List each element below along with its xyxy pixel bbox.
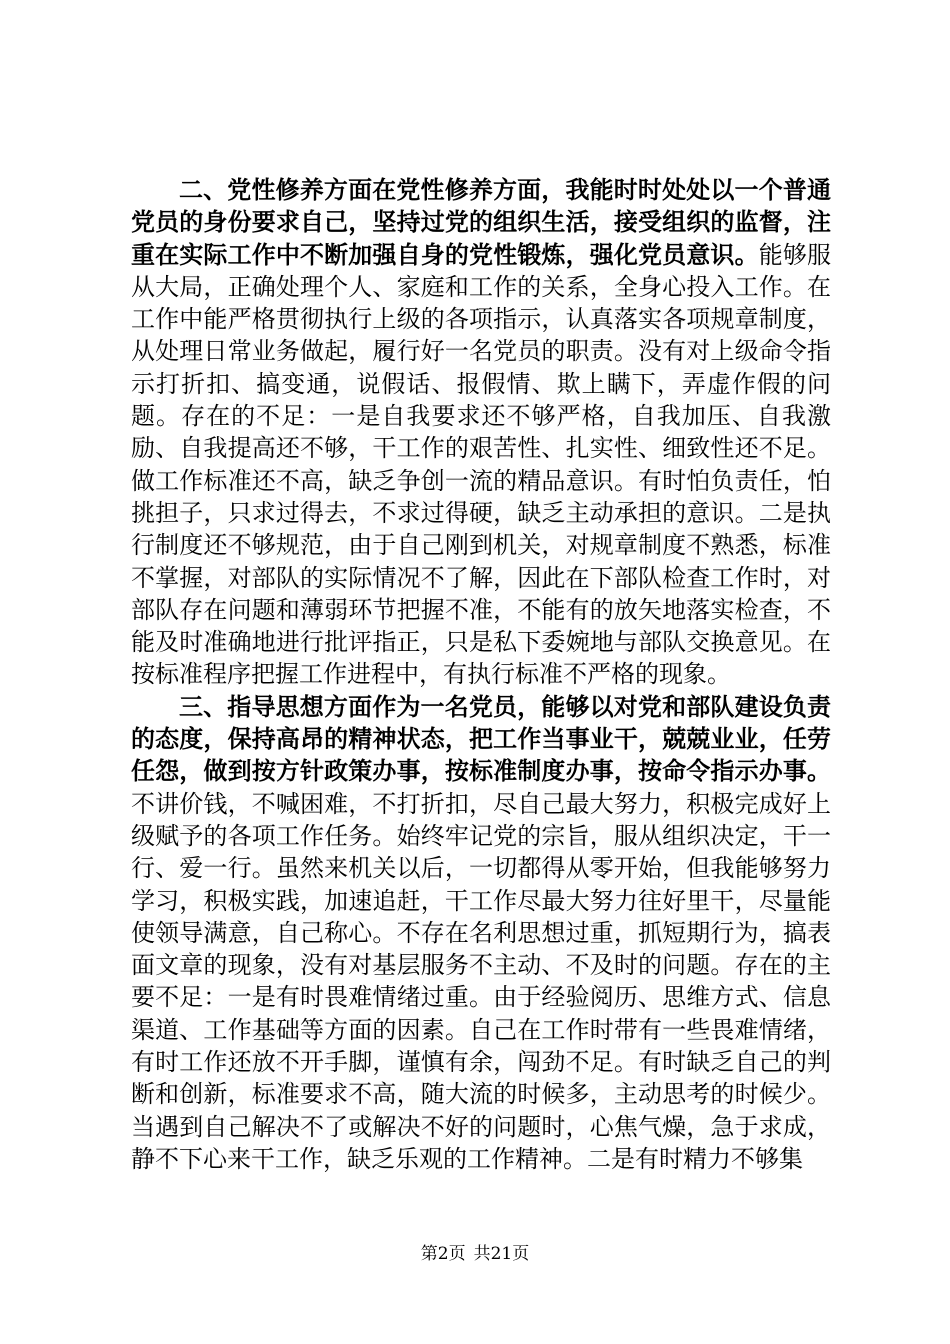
paragraph-body: 能够服从大局，正确处理个人、家庭和工作的关系，全身心投入工作。在工作中能严格贯彻执行上级的各项指示，认真落实各项规章制度，从处理日常业务做起，履行好一名党员的职责。没有对上级命令指示打折扣、搞变通，说假话、报假情、欺上瞒下，弄虚作假的问题。存在的不足：一是自我要求还不够严格，自我加压、自我激励、自我提高还不够，干工作的艰苦性、扎实性、细致性还不足。做工作标准还不高，缺乏争创一流的精品意识。有时怕负责任，怕挑担子，只求过得去，不求过得硬，缺乏主动承担的意识。二是执行制度还不够规范，由于自己刚到机关，对规章制度不熟悉，标准不掌握，对部队的实际情况不了解，因此在下部队检查工作时，对部队存在问题和薄弱环节把握不准，不能有的放矢地落实检查，不能及时准确地进行批评指正，只是私下委婉地与部队交换意见。在按标准程序把握工作进程中，有执行标准不严格的现象。 (131, 240, 832, 689)
paragraph-body: 不讲价钱，不喊困难，不打折扣，尽自己最大努力，积极完成好上级赋予的各项工作任务。始终牢记党的宗旨，服从组织决定，干一行、爱一行。虽然来机关以后，一切都得从零开始，但我能够努力学习，积极实践，加速追赶，干工作尽最大努力往好里干，尽量能使领导满意，自己称心。不存在名利思想过重，抓短期行为，搞表面文章的现象，没有对基层服务不主动、不及时的问题。存在的主要不足：一是有时畏难情绪过重。由于经验阅历、思维方式、信息渠道、工作基础等方面的因素。自己在工作时带有一些畏难情绪，有时工作还放不开手脚，谨慎有余，闯劲不足。有时缺乏自己的判断和创新，标准要求不高，随大流的时候多，主动思考的时候少。当遇到自己解决不了或解决不好的问题时，心焦气燥，急于求成，静不下心来干工作，缺乏乐观的工作精神。二是有时精力不够集 (131, 789, 831, 1173)
page-total: 共21页 (473, 1244, 530, 1264)
paragraph-lead: 三、指导思想方面作为一名党员，能够以对党和部队建设负责的态度，保持高昂的精神状态，把工作当事业干，兢兢业业，任劳任怨，做到按方针政策办事，按标准制度办事，按命令指示办事。 (131, 692, 831, 786)
document-body (131, 174, 831, 1175)
paragraph-party-cultivation (131, 174, 831, 691)
page-number: 第2页 (420, 1244, 466, 1264)
page-footer (0, 1243, 950, 1265)
paragraph-lead: 二、党性修养方面在党性修养方面，我能时时处处以一个普通党员的身份要求自己，坚持过党的组织生活，接受组织的监督，注重在实际工作中不断加强自身的党性锻炼，强化党员意识。 (131, 176, 831, 269)
paragraph-guiding-thought (131, 691, 831, 1175)
